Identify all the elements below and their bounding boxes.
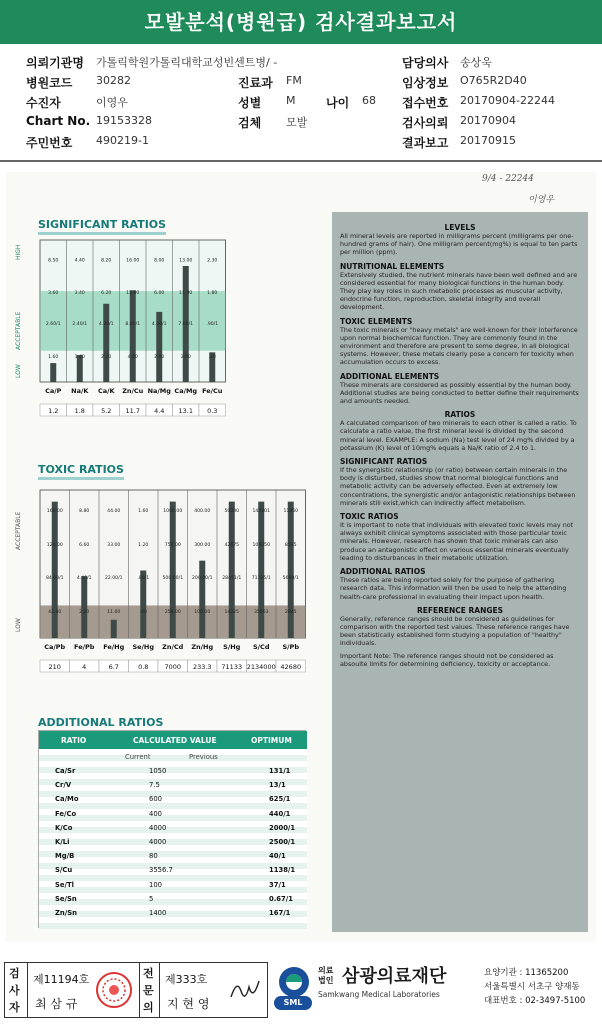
table-row — [39, 852, 307, 864]
bar-Ca/P — [50, 363, 56, 382]
hcode-value: 30282 — [96, 74, 131, 87]
org-number: 요양기관 : 11365200 — [484, 968, 569, 978]
addr-text: These ratios are being reported solely for the purpose of gathering research data. This information will then be used to help the attending health-care professional in evaluating their impact upon health. — [340, 576, 567, 601]
row-optimum: 440/1 — [269, 809, 291, 818]
row-ratio: S/Cu — [55, 866, 73, 875]
tick-label: 3.60 — [48, 290, 59, 296]
ref-heading: REFERENCE RANGES — [416, 605, 504, 615]
dept-label: 진료과 — [238, 76, 273, 90]
tick-label: 1.40 — [74, 354, 85, 360]
ratio-name: Ca/Mg — [174, 387, 198, 395]
row-current: 4000 — [149, 838, 167, 846]
note-text: Important Note: The reference ranges should not be considered as absoulte limits for determining deficiency, toxicity or acceptance. — [340, 651, 554, 668]
footer — [0, 958, 602, 1027]
sub-previous: Previous — [189, 753, 218, 761]
table-row — [39, 881, 307, 893]
tick-label: 42.00 — [48, 609, 62, 615]
row-ratio: Se/Sn — [55, 894, 77, 903]
tick-label: 4.00/1 — [151, 322, 167, 328]
tick-label: 11.00 — [107, 609, 121, 615]
specialist-no: 제333호 — [165, 973, 208, 986]
toxic-el-text: The toxic minerals or "heavy metals" are well-known for their interference upon normal biochemical function. They are commonly found in the environment and therefore are present to some degree, in all biological systems. However, these metals clearly pose a concern for toxicity when accumulation occurs to excess. — [340, 325, 578, 367]
tick-label: 44.00 — [107, 509, 121, 515]
row-ratio: Ca/Sr — [55, 767, 76, 775]
tick-label: 42675 — [224, 543, 240, 549]
clinical-label: 임상정보 — [402, 76, 449, 90]
table-row — [39, 866, 307, 878]
tox-text: It is important to note that individuals with elevated toxic levels may not always exhibit clinical symptoms associated with those particular toxic minerals. However, research has shown that toxic minerals can also produce an antagonistic effect on various essential minerals eventually leading to disturbances in their metabolic utilization. — [340, 521, 574, 562]
sml-badge: SML — [274, 996, 312, 1010]
ratio-value: 13.1 — [178, 407, 193, 415]
id-label: 주민번호 — [26, 136, 73, 150]
patient-header — [0, 44, 602, 162]
row-current: 100 — [149, 880, 162, 889]
tick-label: 1.60 — [138, 509, 149, 515]
additional-table-body — [39, 749, 307, 929]
significant-title: SIGNIFICANT RATIOS — [38, 218, 166, 235]
ratios-text: A calculated comparison of two minerals to each other is called a ratio. To calculate a ratio value, the first mineral level is divided by the second mineral level. EXAMPLE: A sodium (Na) test level of 24 mg% divided by a potassium (K) level of 10mg% equals a Na/K ratio of 2.4 to 1. — [340, 419, 577, 452]
corp-label: 의료 법인 — [318, 966, 334, 985]
ratios-heading: RATIOS — [444, 410, 476, 420]
sex-label: 성별 — [238, 96, 262, 110]
row-current: 400 — [149, 809, 162, 818]
bar-S/Pb — [288, 502, 294, 638]
signature-icon — [227, 973, 263, 1007]
zone-label-high: HIGH — [15, 244, 22, 260]
tick-label: 22.00/1 — [104, 575, 123, 581]
ratio-value: 4.4 — [154, 407, 165, 415]
tick-label: 4.20/1 — [98, 322, 114, 328]
patient-value: 이영우 — [96, 96, 128, 109]
toxic-title: TOXIC RATIOS — [38, 463, 124, 480]
tick-label: 84.00/1 — [45, 575, 64, 581]
lab-name-en: Samkwang Medical Laboratories — [318, 990, 440, 999]
tick-label: 2.20 — [79, 609, 90, 615]
col-calculated: CALCULATED VALUE — [133, 736, 217, 745]
hcode-label: 병원코드 — [26, 76, 73, 90]
table-row — [39, 781, 307, 793]
bar-Zn/Cd — [170, 502, 176, 638]
row-optimum: 131/1 — [269, 767, 291, 775]
doctor-label: 담당의사 — [402, 56, 449, 70]
tick-label: 4.40/1 — [76, 575, 92, 581]
additional-table-header — [39, 731, 307, 749]
tick-label: 8.00/1 — [125, 322, 141, 328]
tick-label: 200.00/1 — [191, 575, 213, 581]
additional-ratios-table — [38, 730, 306, 928]
repdate-value: 20170915 — [460, 134, 516, 147]
tick-label: 33.00 — [107, 543, 121, 549]
table-row — [39, 810, 307, 822]
zone-label-acceptable: ACCEPTABLE — [15, 311, 22, 350]
ratio-name: Fe/Hg — [103, 643, 125, 651]
col-ratio: RATIO — [61, 736, 87, 745]
significant-ratios-chart — [10, 230, 310, 448]
ratio-name: Fe/Cu — [202, 387, 223, 395]
age-label: 나이 — [326, 96, 350, 110]
row-ratio: Mg/B — [55, 852, 75, 861]
tick-label: 100.00 — [194, 609, 211, 615]
handwritten-receipt: 9/4 - 22244 — [482, 174, 534, 184]
ratio-name: Zn/Cd — [162, 643, 184, 651]
row-ratio: Cr/V — [55, 781, 72, 790]
tick-label: 35563 — [253, 609, 269, 615]
tick-label: 1.20 — [138, 543, 149, 549]
ratio-name: Na/K — [71, 387, 89, 395]
examiner-seal-icon — [95, 971, 133, 1009]
tick-label: 142201 — [252, 509, 271, 515]
chart-value: 19153328 — [96, 114, 152, 127]
tick-label: 6.60 — [79, 543, 90, 549]
nutr-heading: NUTRITIONAL ELEMENTS — [340, 261, 445, 271]
toxic-ratios-chart — [10, 476, 310, 692]
row-optimum: 167/1 — [269, 909, 291, 917]
handwritten-name: 이영우 — [528, 195, 555, 205]
tick-label: 28451/1 — [222, 575, 242, 581]
table-row — [39, 824, 307, 836]
ratio-value: 0.3 — [207, 407, 218, 415]
ratio-value: 0.8 — [138, 663, 149, 671]
row-current: 80 — [149, 852, 158, 861]
ratio-value: 6.7 — [108, 663, 119, 671]
additional-title: ADDITIONAL RATIOS — [38, 716, 163, 733]
tick-label: 2845 — [284, 609, 297, 615]
receipt-value: 20170904-22244 — [460, 94, 555, 107]
bar-S/Hg — [229, 502, 235, 638]
lab-address: 서울특별시 서초구 양재동 — [484, 982, 580, 992]
examiner-no: 제11194호 — [33, 973, 90, 986]
ratio-name: Ca/K — [97, 387, 115, 395]
ratio-value: 2134000 — [246, 663, 276, 671]
row-current: 7.5 — [149, 781, 160, 790]
row-optimum: 2000/1 — [269, 823, 296, 832]
tick-label: .90/1 — [206, 322, 219, 328]
ratio-name: Zn/Cu — [122, 387, 144, 395]
ratio-name: Ca/Pb — [44, 643, 66, 651]
row-current: 4000 — [149, 823, 167, 832]
tick-label: 2.30 — [207, 258, 218, 264]
sig-text: If the synergistic relationship (or ratio) between certain minerals in the body is disturbed, studies show that normal biological functions and metabolic activity can be adversely effected. Even at extremely low concentrations, the synergistic and/or antagonistic relationships between minerals still exist,which can indirectly affect metabolism. — [340, 466, 576, 507]
tick-label: 2.20 — [101, 354, 112, 360]
row-current: 5 — [149, 894, 154, 903]
dept-value: FM — [286, 74, 302, 87]
row-optimum: 40/1 — [269, 852, 286, 861]
sub-current: Current — [125, 753, 151, 761]
ratio-value: 5.2 — [101, 407, 112, 415]
tick-label: 7.00/1 — [178, 322, 194, 328]
explanations-panel — [332, 212, 588, 932]
specialist-name: 지 현 영 — [167, 997, 210, 1011]
tick-label: 106650 — [252, 543, 271, 549]
tick-label: 13.00 — [179, 258, 193, 264]
table-row — [39, 767, 307, 779]
row-current: 1050 — [149, 767, 167, 775]
tick-label: 1.60 — [48, 354, 59, 360]
ratio-name: S/Hg — [223, 643, 241, 651]
zone-label-acceptable: ACCEPTABLE — [15, 511, 22, 550]
zone-label-low: LOW — [15, 618, 22, 632]
tick-label: 2.00 — [154, 354, 165, 360]
bar-Ca/Pb — [52, 502, 58, 638]
ratio-value: 233.3 — [192, 663, 212, 671]
row-ratio: Ca/Mo — [55, 795, 79, 804]
row-current: 1400 — [149, 909, 167, 917]
tick-label: .20 — [208, 354, 216, 360]
org-label: 의뢰기관명 — [26, 56, 84, 70]
receipt-label: 접수번호 — [402, 96, 449, 110]
zone-label-low: LOW — [15, 364, 22, 378]
row-optimum: 2500/1 — [269, 838, 296, 846]
ratio-value: 1.8 — [74, 407, 85, 415]
patient-label: 수진자 — [26, 96, 61, 110]
levels-text: All mineral levels are reported in milligrams percent (milligrams per one-hundred grams of hair). One milligram percent(mg%) is equal to ten parts per million (ppm). — [340, 232, 578, 257]
tick-label: 500.00/1 — [162, 575, 184, 581]
tick-label: 12.00 — [126, 290, 140, 296]
tick-label: 3.40 — [74, 290, 85, 296]
tick-label: 5690/1 — [282, 575, 299, 581]
ratio-name: S/Pb — [282, 643, 299, 651]
nutr-text: Extensively studied, the nutrient minerals have been well defined and are considered essential for many biological functions in the human body. They play key roles in such metabolic processes as muscular activity, endocrine function, reproduction, skeletal integrity and overall development. — [340, 270, 578, 312]
row-optimum: 37/1 — [269, 880, 286, 889]
tox-heading: TOXIC RATIOS — [340, 512, 399, 522]
sig-heading: SIGNIFICANT RATIOS — [340, 457, 428, 467]
ratio-value: 71133 — [221, 663, 243, 671]
signature-box — [4, 962, 268, 1018]
tick-label: 400.00 — [194, 509, 211, 515]
tick-label: 2.40/1 — [72, 322, 88, 328]
lab-name: 삼광의료재단 — [342, 966, 447, 987]
tick-label: 6.20 — [101, 290, 112, 296]
ratio-name: Na/Mg — [147, 387, 171, 395]
chart-label: Chart No. — [26, 114, 91, 128]
addel-text: These minerals are considered as possibly essential by the human body. Additional studies are being conducted to better define their requirements and amounts needed. — [340, 380, 579, 406]
tick-label: 3.00 — [180, 354, 191, 360]
tick-label: 1.80 — [207, 290, 218, 296]
col-optimum: OPTIMUM — [251, 736, 292, 745]
lab-phone: 대표번호 : 02-3497-5100 — [484, 996, 586, 1006]
ratio-name: Se/Hg — [132, 643, 155, 651]
tick-label: 2.60/1 — [45, 322, 61, 328]
tick-label: .80/1 — [137, 575, 150, 581]
tick-label: 16.00 — [126, 258, 140, 264]
tick-label: .40 — [139, 609, 147, 615]
row-current: 3556.7 — [149, 866, 173, 875]
row-optimum: 0.67/1 — [269, 894, 293, 903]
tick-label: 8.80 — [79, 509, 90, 515]
reqdate-value: 20170904 — [460, 114, 516, 127]
examiner-name: 최 삼 규 — [35, 997, 78, 1011]
tick-label: 4.40 — [74, 258, 85, 264]
row-ratio: Zn/Sn — [55, 909, 77, 917]
ratio-value: 1.2 — [48, 407, 59, 415]
tick-label: 4.00 — [127, 354, 138, 360]
sex-value: M — [286, 94, 296, 107]
examiner-label: 검사자 — [9, 967, 20, 1014]
bar-Fe/Hg — [111, 620, 117, 638]
tick-label: 71125/1 — [251, 575, 271, 581]
addr-heading: ADDITIONAL RATIOS — [340, 567, 426, 577]
row-ratio: K/Co — [55, 823, 73, 832]
specimen-value: 모발 — [286, 116, 308, 129]
table-row — [39, 838, 307, 850]
doctor-value: 송상욱 — [460, 56, 492, 69]
bar-Zn/Hg — [199, 561, 205, 638]
table-row — [39, 795, 307, 807]
tick-label: 11360 — [283, 509, 299, 515]
ratio-value: 42680 — [280, 663, 302, 671]
addel-heading: ADDITIONAL ELEMENTS — [340, 371, 440, 381]
tick-label: 750.00 — [164, 543, 181, 549]
ratio-value: 11.7 — [125, 407, 140, 415]
ratio-name: Fe/Pb — [74, 643, 95, 651]
ratio-name: Ca/P — [45, 387, 62, 395]
report-title: 모발분석(병원급) 검사결과보고서 — [0, 0, 602, 44]
ratio-name: S/Cd — [253, 643, 270, 651]
row-current: 600 — [149, 795, 162, 804]
row-ratio: Se/Tl — [55, 880, 74, 889]
table-row — [39, 895, 307, 907]
tick-label: 250.00 — [164, 609, 181, 615]
id-value: 490219-1 — [96, 134, 149, 147]
ratio-value: 7000 — [164, 663, 182, 671]
ratio-value: 210 — [48, 663, 61, 671]
tick-label: 6.00 — [154, 290, 165, 296]
ref-text: Generally, reference ranges should be considered as guidelines for comparison with the reported test values. These reference ranges have been statistically established form studying a population of "healthy" individuals. — [340, 614, 570, 648]
table-row — [39, 909, 307, 921]
row-optimum: 1138/1 — [269, 866, 296, 875]
ratio-value: 4 — [82, 663, 87, 671]
specimen-label: 검체 — [238, 116, 262, 130]
row-optimum: 13/1 — [269, 781, 286, 790]
bar-S/Cd — [258, 502, 264, 638]
tick-label: 50000 — [224, 509, 240, 515]
row-ratio: Fe/Co — [55, 809, 77, 818]
reqdate-label: 검사의뢰 — [402, 116, 449, 130]
row-ratio: K/Li — [55, 838, 70, 846]
org-value: 가톨릭학원가톨릭대학교성빈센트병/ - — [96, 56, 278, 69]
specialist-label: 전문의 — [143, 967, 154, 1014]
age-value: 68 — [362, 94, 376, 107]
tick-label: 1000.00 — [163, 509, 183, 515]
tick-label: 8.50 — [48, 258, 59, 264]
tick-label: 8.20 — [101, 258, 112, 264]
tick-label: 8.00 — [154, 258, 165, 264]
clinical-value: O765R2D40 — [460, 74, 527, 87]
tick-label: 8535 — [284, 543, 297, 549]
scanned-report — [6, 172, 596, 942]
tick-label: 11.00 — [179, 290, 193, 296]
toxic-el-heading: TOXIC ELEMENTS — [340, 316, 413, 326]
row-optimum: 625/1 — [269, 795, 291, 804]
repdate-label: 결과보고 — [402, 136, 449, 150]
tick-label: 120.00 — [46, 543, 63, 549]
tick-label: 300.00 — [194, 543, 211, 549]
ratio-name: Zn/Hg — [191, 643, 214, 651]
tick-label: 160.00 — [46, 509, 63, 515]
levels-heading: LEVELS — [444, 223, 476, 232]
tick-label: 14225 — [224, 609, 240, 615]
